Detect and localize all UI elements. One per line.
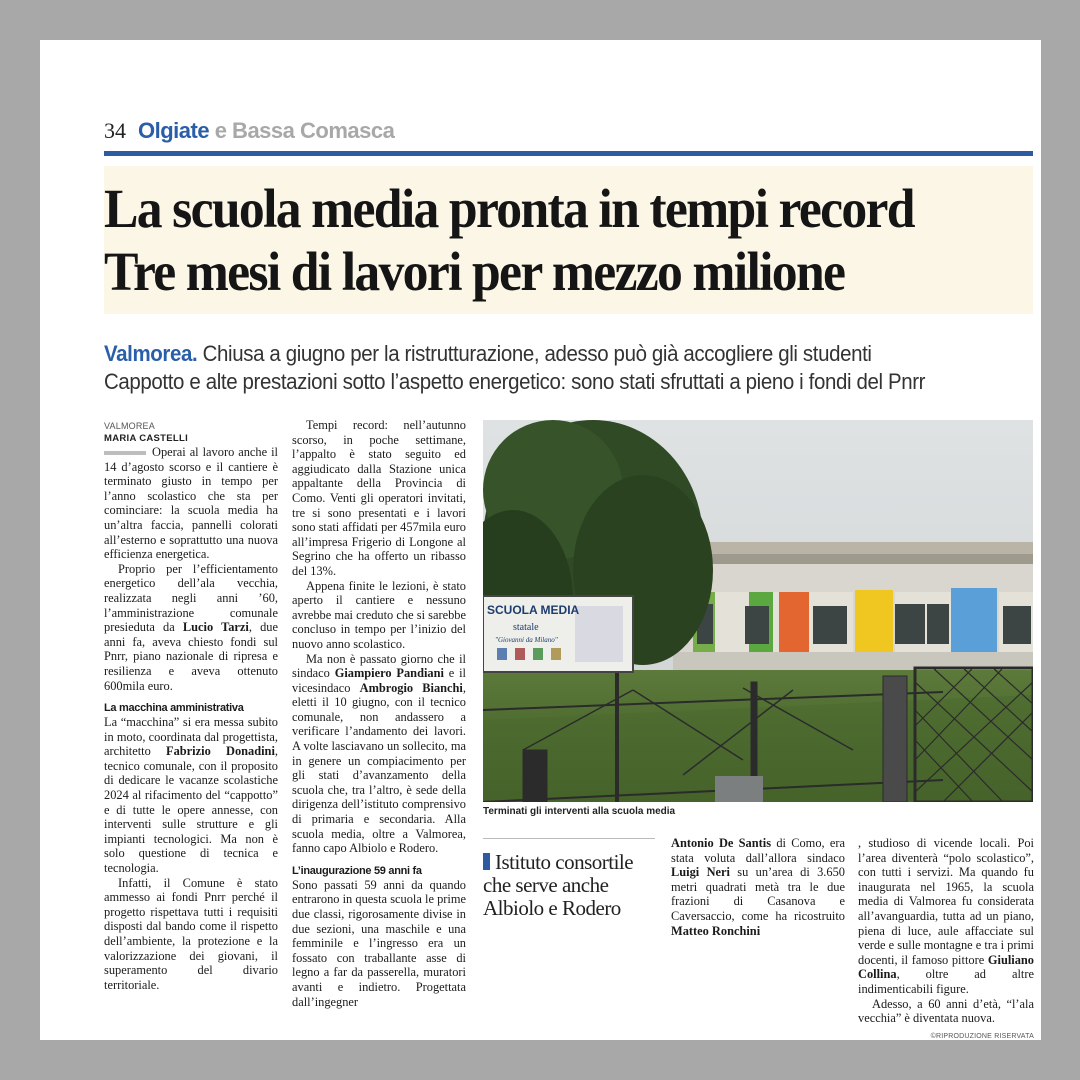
subheadline-text-1: Chiusa a giugno per la ristrutturazione, adesso può già accogliere gli studenti: [197, 341, 872, 366]
paragraph-6: Appena finite le lezioni, è stato aperto il cantiere e nessuno avrebbe mai creduto che si sarebbe concluso in tempo per l’inizio del nuovo anno scolastico.: [292, 578, 466, 651]
copyright-notice: ©RIPRODUZIONE RISERVATA: [930, 1032, 1034, 1040]
paragraph-8-text: Sono passati 59 anni da quando entrarono in questa scuola le prime due classi, rigorosamente divise in due sezioni, una maschile e una femminile e l’ingresso era un fossato con traballante asse di legno a far da passerella, muratori avanti e indietro. Progettata dall’ingegner: [292, 877, 466, 1009]
name-antonio-de-santis: Antonio De Santis: [671, 836, 772, 850]
author-byline: MARIA CASTELLI: [104, 433, 189, 444]
subheadline-line-1: [104, 340, 968, 367]
section-title: [138, 118, 394, 144]
pull-quote: [483, 838, 655, 920]
paragraph-1-text: Operai al lavoro anche il 14 d’agosto scorso e il cantiere è terminato giusto in tempo per l’anno scolastico che sta per cominciare: la scuola media ha un’altra faccia, pannelli colorati all’esterno e soprattutto una nuova efficienza energetica.: [104, 445, 278, 562]
name-matteo-ronchini: Matteo Ronchini: [671, 923, 761, 938]
paragraph-8-text-b: di Como, era stata voluta dall’allora sindaco: [671, 836, 845, 865]
name-ambrogio-bianchi: Ambrogio Bianchi: [359, 680, 463, 695]
article-column-3: [671, 836, 845, 938]
school-photo-svg: [483, 420, 1033, 802]
subhead-inaugurazione: L’inaugurazione 59 anni fa: [292, 864, 422, 877]
sign-sub: statale: [513, 622, 539, 633]
photo-caption: Terminati gli interventi alla scuola media: [483, 806, 676, 817]
sign-title: SCUOLA MEDIA: [487, 603, 580, 617]
paragraph-2-text-b: , due anni fa, aveva chiesto fondi sul Pnrr, piano nazionale di ripresa e resilienza e aveva ottenuto 600mila euro.: [104, 620, 278, 693]
name-fabrizio-donadini: Fabrizio Donadini: [166, 744, 275, 759]
pull-quote-marker: [483, 853, 490, 870]
article-column-2: [292, 418, 466, 1009]
headline-line-2: Tre mesi di lavori per mezzo milione: [104, 241, 845, 302]
paragraph-7: [292, 652, 466, 856]
subheadline-place: Valmorea.: [104, 341, 198, 366]
name-giuliano-collina: Giuliano Collina: [858, 952, 1034, 982]
section-secondary: e Bassa Comasca: [214, 118, 395, 143]
article-column-1: [104, 420, 278, 992]
paragraph-8-text-d: , studioso di vicende locali. Poi l’area diventerà “polo scolastico”, con tutti i servizi. Ma quando fu inaugurata nel 1965, la scuola media di Valmorea fu considerata all’avanguardia, tutta ad un piano, piena di luce, aule affacciate sul verde e sulle montagne e tra i primi docenti, il famoso pittore: [858, 836, 1034, 967]
paragraph-3-text-a: La “macchina” si era messa subito in moto, coordinata dal progettista, architetto: [104, 715, 278, 759]
header-rule: [104, 151, 1033, 156]
paragraph-2-text-a: Proprio per l’efficientamento energetico dell’ala vecchia, realizzata negli anni ’60, l’amministrazione comunale presieduta da: [104, 561, 278, 635]
subhead-macchina: La macchina amministrativa: [104, 702, 244, 715]
dateline: VALMOREA: [104, 421, 155, 431]
headline-box: [104, 166, 1033, 314]
sign-name: "Giovanni da Milano": [495, 636, 558, 644]
name-luigi-neri: Luigi Neri: [671, 865, 730, 880]
paragraph-8-text-e: , oltre ad altre indimenticabili figure.: [858, 967, 1034, 996]
paragraph-8-start: [292, 878, 466, 1009]
section-primary: Olgiate: [138, 118, 210, 143]
paragraph-1: [104, 445, 278, 562]
school-photo: [483, 420, 1033, 802]
paragraph-5: Tempi record: nell’autunno scorso, in poche settimane, l’appalto è stato seguito ed aggiudicato dalla Stazione unica appaltante della Provincia di Como. Venti gli operatori invitati, tre si sono presentati e i lavori sono stati affidati per 457mila euro all’impresa Frigerio di Longone al Segrino che ha offerto un ribasso del 13%.: [292, 418, 466, 578]
paragraph-9: Adesso, a 60 anni d’età, “l’ala vecchia” è diventata nuova.: [858, 996, 1034, 1026]
name-lucio-tarzi: Lucio Tarzi: [182, 620, 249, 635]
pull-quote-rule: [483, 838, 655, 839]
school-building: [673, 542, 1033, 674]
paragraph-3-text-b: , tecnico comunale, con il proposito di dedicare le vacanze scolastiche 2024 al rifacimento del “cappotto” e di tutte le opere annesse, con interventi sulle strutture e gli impianti tecnologici. Ma non è solo questione di tecnica e tecnologia.: [104, 744, 279, 876]
paragraph-2: [104, 562, 278, 693]
pull-quote-text: [483, 851, 655, 920]
paragraph-8-cont: [671, 836, 845, 938]
paragraph-8-end: [858, 836, 1034, 997]
paragraph-7-text-a: Ma non è passato giorno che il sindaco: [292, 651, 466, 681]
subheadline-line-2: Cappotto e alte prestazioni sotto l’aspetto energetico: sono stati sfruttati a pieno i fondi del Pnrr: [104, 369, 926, 394]
paragraph-8-text-c: su un’area di 3.650 metri quadrati metà tra le due frazioni di Casanova e Caversaccio, come ha ricostruito: [671, 865, 845, 923]
headline-line-1: La scuola media pronta in tempi record: [104, 178, 914, 239]
paragraph-7-text-c: , eletti il 10 giugno, con il tecnico comunale, non andassero a verificare l’andamento dei lavori. A volte lasciavano un sollecito, ma in genere un compiacimento per gli stati d’avanzamento della scuola che, tra l’altro, è sede della dirigenza dell’istituto comprensivo di primaria e secondaria. Alla scuola media, oltre a Valmorea, fanno capo Albiolo e Rodero.: [292, 680, 466, 856]
newspaper-page: [40, 40, 1041, 1040]
name-giampiero-pandiani: Giampiero Pandiani: [334, 666, 444, 681]
paragraph-7-text-b: e il vicesindaco: [292, 666, 466, 695]
paragraph-3: [104, 715, 278, 876]
pull-quote-body: Istituto consortile che serve anche Albiolo e Rodero: [483, 850, 634, 920]
page-header: [104, 118, 1004, 146]
article-column-4: [858, 836, 1034, 1040]
paragraph-4: Infatti, il Comune è stato ammesso ai fondi Pnrr perché il progetto rispettava tutti i requisiti disposti dal bando come il rispetto dell’ambiente, la protezione e la valorizzazione dei giovani, il superamento del divario territoriale.: [104, 875, 278, 992]
byline-rule: [104, 451, 146, 455]
page-number: 34: [104, 118, 126, 143]
